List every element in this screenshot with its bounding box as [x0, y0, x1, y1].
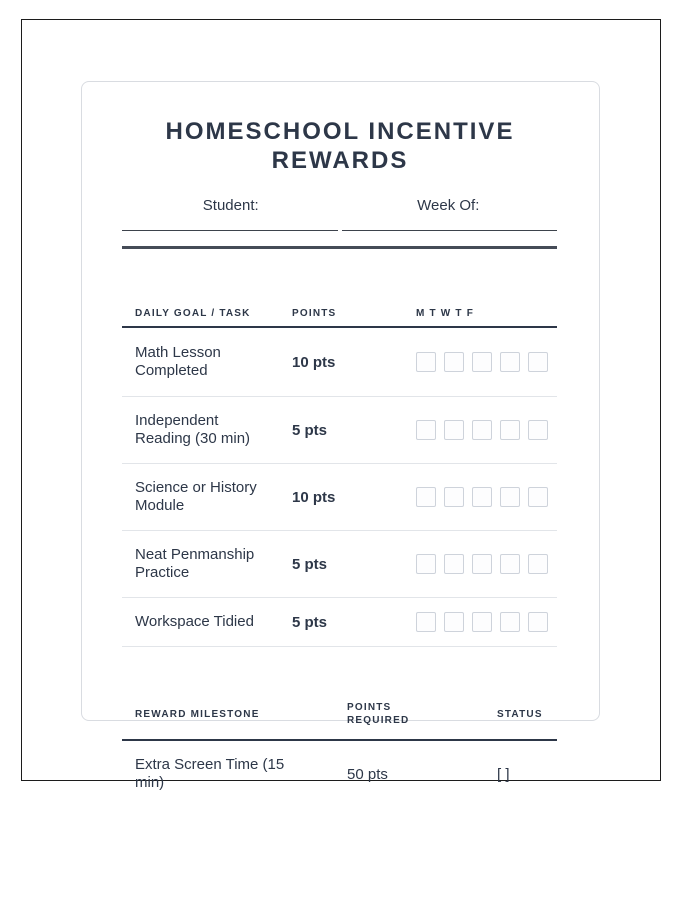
day-checkbox[interactable] — [416, 554, 436, 574]
day-checkbox[interactable] — [416, 352, 436, 372]
table-row — [122, 464, 557, 531]
task-points: 10 pts — [292, 488, 336, 506]
day-checkbox[interactable] — [472, 612, 492, 632]
day-checkboxes — [416, 352, 557, 372]
day-checkbox[interactable] — [444, 352, 464, 372]
day-checkbox[interactable] — [528, 612, 548, 632]
page-title: HOMESCHOOL INCENTIVE REWARDS — [165, 118, 515, 174]
task-label: Science or History Module — [135, 479, 257, 514]
student-write-line — [122, 222, 338, 231]
daily-table-header — [122, 300, 557, 328]
header-fields — [122, 197, 557, 214]
week-of-label: Week Of: — [417, 197, 480, 214]
day-checkbox[interactable] — [500, 487, 520, 507]
col-header-days: M T W T F — [416, 307, 475, 319]
day-checkbox[interactable] — [472, 554, 492, 574]
student-label: Student: — [202, 197, 259, 214]
task-label: Neat Penmanship Practice — [135, 546, 255, 581]
day-checkbox[interactable] — [528, 487, 548, 507]
day-checkbox[interactable] — [416, 612, 436, 632]
day-checkbox[interactable] — [444, 420, 464, 440]
task-points: 5 pts — [292, 421, 328, 439]
col-header-points-required: POINTS REQUIRED — [347, 702, 410, 726]
col-header-status: STATUS — [497, 708, 543, 720]
day-checkbox[interactable] — [416, 420, 436, 440]
day-checkboxes — [416, 554, 557, 574]
col-header-milestone: REWARD MILESTONE — [135, 708, 260, 720]
write-in-lines — [122, 222, 557, 231]
col-header-points: POINTS — [292, 307, 337, 319]
week-of-write-line — [342, 222, 558, 231]
milestone-label: Extra Screen Time (15 min) — [135, 756, 285, 791]
col-header-task: DAILY GOAL / TASK — [135, 307, 251, 319]
section-divider — [122, 246, 557, 249]
day-checkboxes — [416, 612, 557, 632]
table-row — [122, 598, 557, 647]
day-checkbox[interactable] — [500, 612, 520, 632]
milestone-status: [ ] — [497, 765, 510, 783]
table-row — [122, 397, 557, 464]
day-checkbox[interactable] — [444, 487, 464, 507]
milestone-points-required: 50 pts — [347, 765, 388, 783]
task-points: 10 pts — [292, 353, 336, 371]
day-checkbox[interactable] — [444, 554, 464, 574]
day-checkbox[interactable] — [528, 554, 548, 574]
task-points: 5 pts — [292, 613, 328, 631]
day-checkbox[interactable] — [444, 612, 464, 632]
table-row — [122, 741, 557, 794]
table-row — [122, 531, 557, 598]
day-checkbox[interactable] — [500, 352, 520, 372]
day-checkbox[interactable] — [528, 352, 548, 372]
day-checkbox[interactable] — [500, 420, 520, 440]
task-label: Independent Reading (30 min) — [135, 412, 251, 447]
day-checkboxes — [416, 487, 557, 507]
task-label: Math Lesson Completed — [135, 344, 221, 379]
day-checkboxes — [416, 420, 557, 440]
task-points: 5 pts — [292, 555, 328, 573]
day-checkbox[interactable] — [500, 554, 520, 574]
day-checkbox[interactable] — [472, 487, 492, 507]
daily-goals-table — [122, 300, 557, 647]
day-checkbox[interactable] — [528, 420, 548, 440]
reward-table-header — [122, 700, 557, 741]
day-checkbox[interactable] — [416, 487, 436, 507]
task-label: Workspace Tidied — [135, 613, 254, 630]
reward-milestones-table — [122, 700, 557, 794]
day-checkbox[interactable] — [472, 420, 492, 440]
table-row — [122, 328, 557, 397]
day-checkbox[interactable] — [472, 352, 492, 372]
